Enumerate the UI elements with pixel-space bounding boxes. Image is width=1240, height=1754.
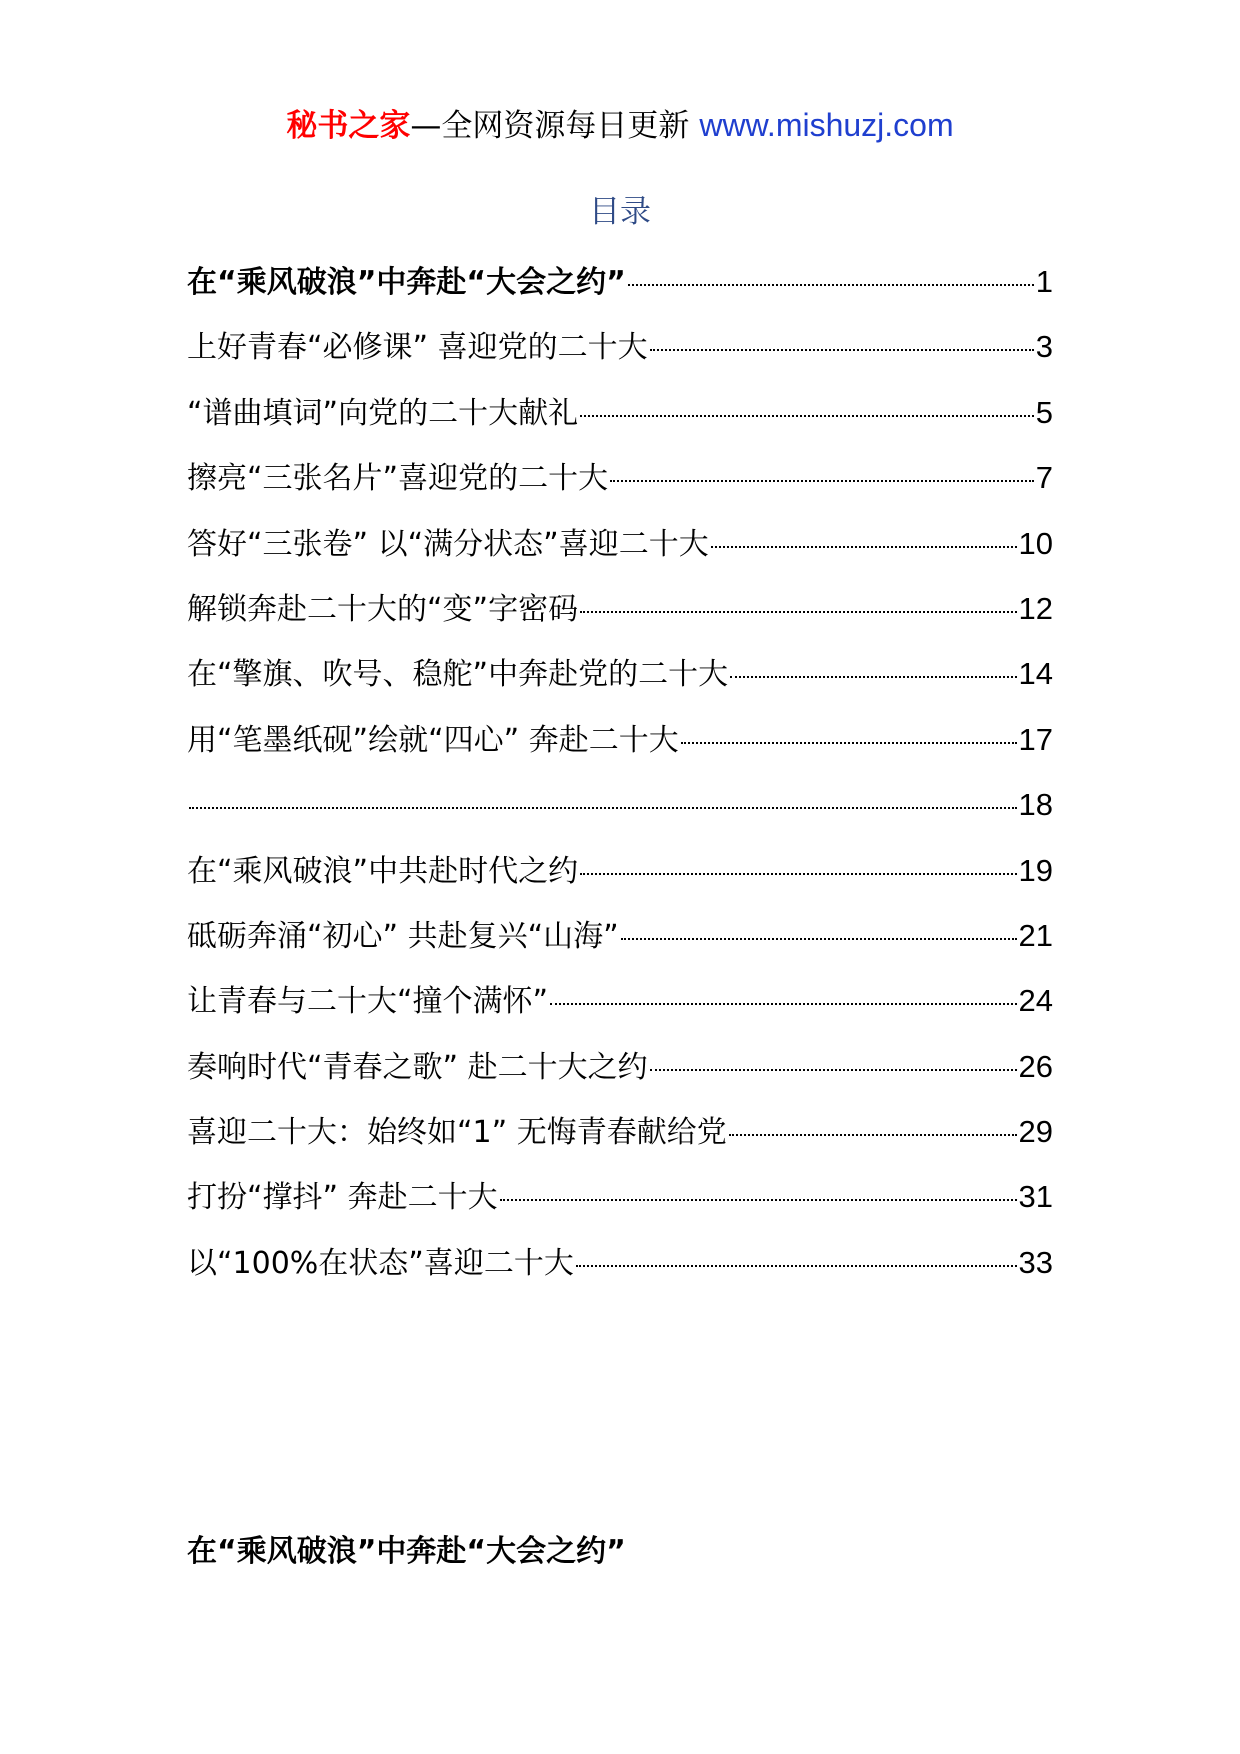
toc-entry-title: 上好青春“必修课” 喜迎党的二十大: [187, 330, 648, 366]
toc-entry-title: 在“乘风破浪”中奔赴“大会之约”: [187, 265, 626, 300]
page-header: [0, 103, 1240, 148]
website-link[interactable]: www.mishuzj.com: [699, 107, 954, 143]
toc-entry-title: 打扮“撑抖” 奔赴二十大: [187, 1180, 498, 1216]
toc-entry-title: 让青春与二十大“撞个满怀”: [187, 984, 549, 1020]
toc-page-number: 3: [1035, 329, 1053, 365]
toc-entry-title: 以“100%在状态”喜迎二十大: [187, 1245, 574, 1281]
toc-page-number: 33: [1018, 1244, 1053, 1280]
header-tagline: —全网资源每日更新: [410, 108, 690, 144]
brand-name: 秘书之家: [286, 108, 411, 144]
toc-entry[interactable]: [187, 718, 1053, 783]
toc-entry[interactable]: [187, 979, 1053, 1044]
toc-page-number: 7: [1035, 460, 1053, 496]
toc-entry[interactable]: [187, 1110, 1053, 1175]
toc-leader-dots: [500, 1189, 1017, 1201]
toc-leader-dots: [610, 470, 1034, 482]
toc-page-number: 31: [1018, 1179, 1053, 1215]
toc-leader-dots: [729, 1124, 1017, 1136]
toc-leader-dots: [711, 536, 1017, 548]
toc-page-number: 24: [1018, 983, 1053, 1019]
toc-leader-dots: [580, 601, 1016, 613]
toc-leader-dots: [681, 732, 1017, 744]
toc-entry-title: 解锁奔赴二十大的“变”字密码: [187, 591, 579, 627]
table-of-contents: [187, 260, 1053, 1306]
toc-entry[interactable]: [187, 849, 1053, 914]
section-heading: 在“乘风破浪”中奔赴“大会之约”: [187, 1534, 626, 1569]
toc-entry-title: 在“乘风破浪”中共赴时代之约: [187, 853, 579, 889]
toc-entry[interactable]: [187, 456, 1053, 521]
toc-entry[interactable]: [187, 914, 1053, 979]
toc-entry[interactable]: [187, 325, 1053, 390]
toc-leader-dots: [580, 863, 1016, 875]
toc-page-number: 12: [1018, 590, 1053, 626]
toc-leader-dots: [730, 666, 1016, 678]
toc-leader-dots: [189, 797, 1017, 809]
toc-leader-dots: [628, 274, 1034, 286]
toc-leader-dots: [650, 339, 1034, 351]
toc-entry-title: 擦亮“三张名片”喜迎党的二十大: [187, 461, 609, 497]
toc-entry[interactable]: [187, 1241, 1053, 1306]
toc-page-number: 19: [1018, 852, 1053, 888]
toc-page-number: 29: [1018, 1114, 1053, 1150]
toc-entry-title: 用“笔墨纸砚”绘就“四心” 奔赴二十大: [187, 722, 679, 758]
toc-page-number: 17: [1018, 721, 1053, 757]
toc-leader-dots: [576, 1255, 1017, 1267]
toc-page-number: 26: [1018, 1048, 1053, 1084]
toc-entry-title: “谱曲填词”向党的二十大献礼: [187, 395, 579, 431]
toc-entry-title: 在“擎旗、吹号、稳舵”中奔赴党的二十大: [187, 657, 729, 693]
toc-entry[interactable]: [187, 1045, 1053, 1110]
toc-entry[interactable]: [187, 652, 1053, 717]
toc-entry[interactable]: [187, 391, 1053, 456]
toc-page-number: 14: [1018, 656, 1053, 692]
toc-title: 目录: [589, 194, 651, 230]
toc-entry-title: 奏响时代“青春之歌” 赴二十大之约: [187, 1049, 648, 1085]
toc-page-number: 18: [1018, 787, 1053, 823]
toc-page-number: 1: [1035, 264, 1053, 299]
toc-entry-title: 砥砺奔涌“初心” 共赴复兴“山海”: [187, 918, 619, 954]
toc-entry[interactable]: [187, 783, 1053, 848]
toc-leader-dots: [650, 1059, 1017, 1071]
toc-page-number: 21: [1018, 917, 1053, 953]
toc-entry[interactable]: [187, 1175, 1053, 1240]
toc-entry[interactable]: [187, 587, 1053, 652]
toc-leader-dots: [550, 993, 1016, 1005]
toc-entry[interactable]: [187, 522, 1053, 587]
toc-entry-title: 答好“三张卷” 以“满分状态”喜迎二十大: [187, 526, 709, 562]
toc-leader-dots: [621, 928, 1017, 940]
toc-entry-title: 喜迎二十大：始终如“1” 无悔青春献给党: [187, 1115, 727, 1151]
toc-leader-dots: [580, 405, 1034, 417]
toc-page-number: 10: [1018, 525, 1053, 561]
toc-page-number: 5: [1035, 394, 1053, 430]
toc-entry[interactable]: [187, 260, 1053, 325]
